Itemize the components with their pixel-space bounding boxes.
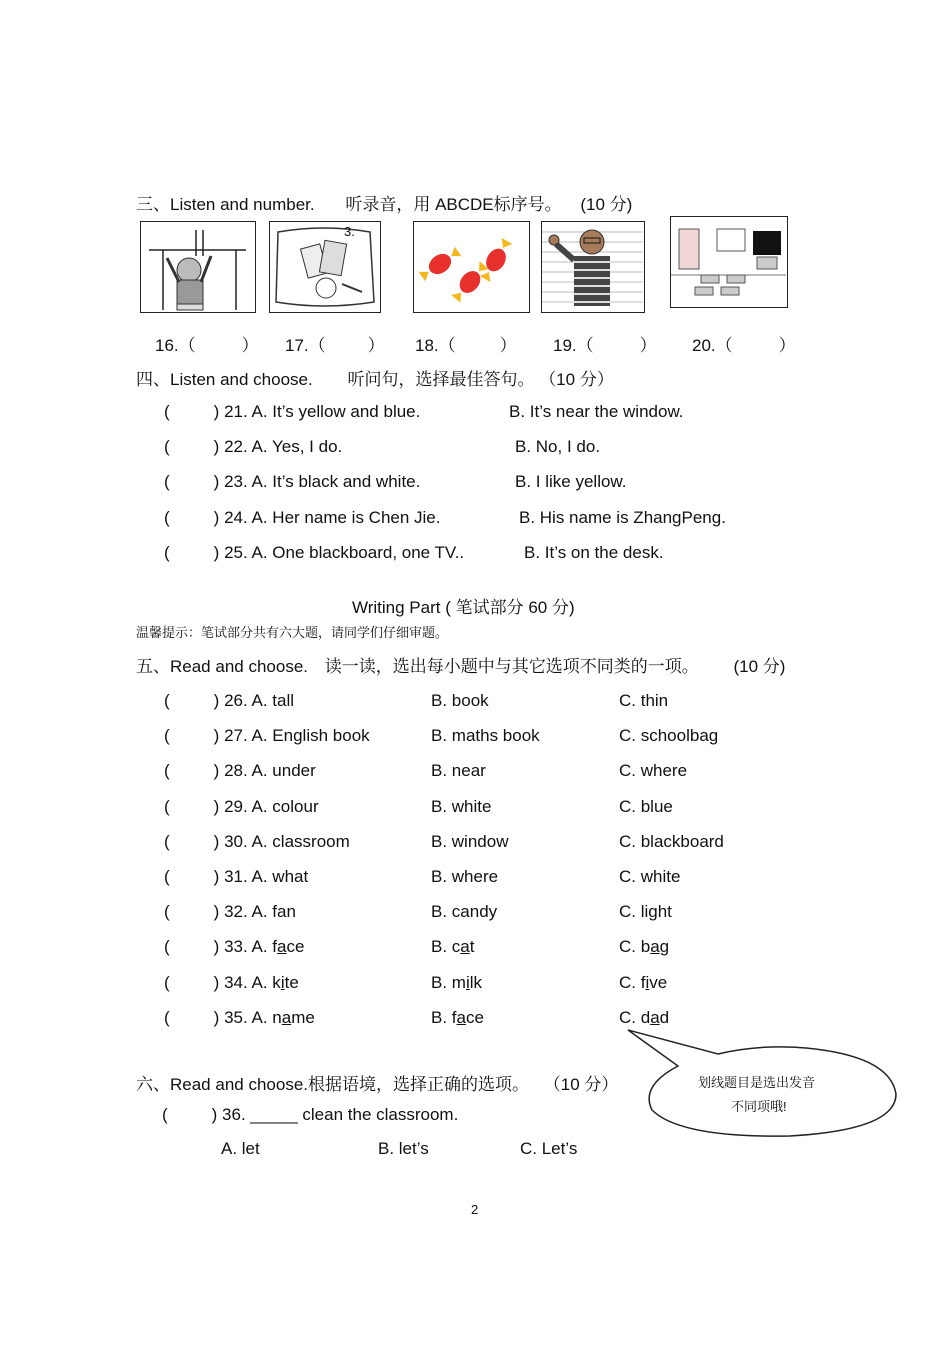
question-31: ( ) 31. A. what <box>164 867 309 886</box>
section3-instruction: 听录音，用 ABCDE <box>345 195 494 214</box>
section4-points: （10 分） <box>539 370 614 389</box>
section3-points: (10 分) <box>580 195 633 214</box>
label-19: 19.（ ） <box>553 336 657 355</box>
section4-instruction: 听问句，选择最佳答句。 <box>347 370 535 389</box>
question-27: ( ) 27. A. English book <box>164 726 370 745</box>
section3-title: 三、Listen and number. <box>136 195 315 214</box>
label-17: 17.（ ） <box>285 336 385 355</box>
section5-instruction: 读一读，选出每小题中与其它选项不同类的一项。 <box>324 657 699 676</box>
section3-title-row <box>136 190 632 215</box>
question-36: ( ) 36. _____ clean the classroom. <box>162 1105 459 1124</box>
schoolbag-icon <box>270 222 379 311</box>
page-number: 2 <box>471 1202 479 1217</box>
question-26: ( ) 26. A. tall <box>164 691 295 710</box>
writing-part-title: Writing Part ( 笔试部分 60 分) <box>352 598 575 617</box>
question-21: ( ) 21. A. It’s yellow and blue. <box>164 402 421 421</box>
picture-boy <box>541 221 645 313</box>
question-29-option-c: C. blue <box>619 797 673 816</box>
question-31-option-b: B. where <box>431 867 499 886</box>
question-30: ( ) 30. A. classroom <box>164 832 350 851</box>
question-28-option-b: B. near <box>431 761 486 780</box>
question-28-option-c: C. where <box>619 761 688 780</box>
question-25: ( ) 25. A. One blackboard, one TV.. <box>164 543 465 562</box>
question-24-option-b: B. His name is ZhangPeng. <box>519 508 726 527</box>
question-36-option-c: C. Let’s <box>520 1139 578 1158</box>
question-34-option-c: C. five <box>619 973 668 992</box>
question-35-option-c: C. dad <box>619 1008 670 1027</box>
question-26-option-c: C. thin <box>619 691 669 710</box>
question-24: ( ) 24. A. Her name is Chen Jie. <box>164 508 441 527</box>
candies-icon <box>414 222 528 311</box>
question-29: ( ) 29. A. colour <box>164 797 319 816</box>
question-33-option-b: B. cat <box>431 937 475 956</box>
question-27-option-c: C. schoolbag <box>619 726 719 745</box>
question-21-option-b: B. It’s near the window. <box>509 402 684 421</box>
question-33-option-c: C. bag <box>619 937 670 956</box>
picture-classroom <box>670 216 788 308</box>
section5-points: (10 分) <box>733 657 786 676</box>
question-27-option-b: B. maths book <box>431 726 540 745</box>
callout-line1: 划线题目是选出发音 <box>698 1075 816 1090</box>
picture-schoolbag <box>269 221 381 313</box>
section4-title-row <box>136 365 614 390</box>
question-35: ( ) 35. A. name <box>164 1008 315 1027</box>
question-34: ( ) 34. A. kite <box>164 973 299 992</box>
picture-child-window <box>140 221 256 313</box>
question-29-option-b: B. white <box>431 797 492 816</box>
question-32-option-c: C. light <box>619 902 672 921</box>
question-36-option-a: A. let <box>221 1139 260 1158</box>
question-22: ( ) 22. A. Yes, I do. <box>164 437 343 456</box>
question-28: ( ) 28. A. under <box>164 761 316 780</box>
section5-title-row <box>136 652 785 677</box>
picture-mark: 3. <box>344 224 355 239</box>
question-36-option-b: B. let’s <box>378 1139 429 1158</box>
question-25-option-b: B. It’s on the desk. <box>524 543 664 562</box>
question-33: ( ) 33. A. face <box>164 937 305 956</box>
question-32: ( ) 32. A. fan <box>164 902 296 921</box>
question-22-option-b: B. No, I do. <box>515 437 601 456</box>
section6-points: （10 分） <box>543 1075 619 1094</box>
label-16: 16.（ ） <box>155 336 259 355</box>
section3-instruction-tail: 标序号。 <box>493 195 562 214</box>
question-32-option-b: B. candy <box>431 902 498 921</box>
label-20: 20.（ ） <box>692 336 796 355</box>
question-30-option-c: C. blackboard <box>619 832 724 851</box>
child-window-icon <box>141 222 254 311</box>
section5-title: 五、Read and choose. <box>136 657 308 676</box>
question-23-option-b: B. I like yellow. <box>515 472 627 491</box>
question-30-option-b: B. window <box>431 832 509 851</box>
question-31-option-c: C. white <box>619 867 681 886</box>
writing-tip: 温馨提示：笔试部分共有六大题，请同学们仔细审题。 <box>136 625 449 640</box>
question-34-option-b: B. milk <box>431 973 483 992</box>
callout-line2: 不同项哦! <box>731 1099 787 1114</box>
label-18: 18.（ ） <box>415 336 517 355</box>
question-23: ( ) 23. A. It’s black and white. <box>164 472 421 491</box>
section6-title-row <box>136 1070 618 1095</box>
question-26-option-b: B. book <box>431 691 489 710</box>
boy-striped-icon <box>542 222 643 311</box>
picture-candies <box>413 221 530 313</box>
question-35-option-b: B. face <box>431 1008 484 1027</box>
classroom-icon <box>671 217 786 306</box>
section6-title: 六、Read and choose.根据语境，选择正确的选项。 <box>136 1075 529 1094</box>
section4-title: 四、Listen and choose. <box>136 370 313 389</box>
